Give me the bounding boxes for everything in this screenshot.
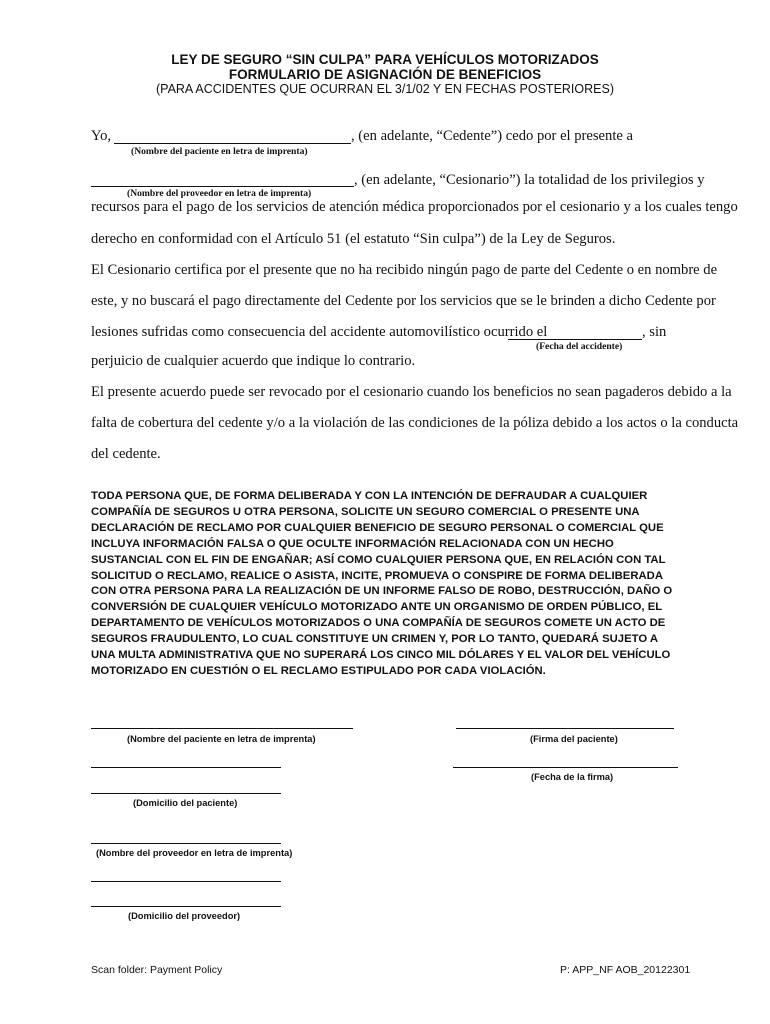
provider-name-caption: (Nombre del proveedor en letra de imprenta): [127, 188, 312, 199]
warning-line: MOTORIZADO EN CUESTIÓN O EL RECLAMO ESTIPULADO POR CADA VIOLACIÓN.: [91, 664, 546, 677]
warning-line: SOLICITUD O RECLAMO, REALICE O ASISTA, INCITE, PROMUEVA O CONSPIRE DE FORMA DELIBERADA: [91, 569, 663, 582]
signature-date-label: (Fecha de la firma): [531, 772, 614, 782]
paragraph-line: falta de cobertura del cedente y/o a la violación de las condiciones de la póliza debido a los actos o la conducta: [91, 415, 739, 431]
yo-prefix: Yo,: [91, 128, 112, 144]
patient-signature-label: (Firma del paciente): [530, 734, 618, 744]
warning-line: CON OTRA PERSONA PARA LA REALIZACIÓN DE UN INFORME FALSO DE ROBO, DESTRUCCIÓN, DAÑO O: [91, 585, 673, 598]
provider-address-line[interactable]: [91, 906, 281, 907]
signature-date-line[interactable]: [453, 767, 678, 768]
warning-line: DEPARTAMENTO DE VEHÍCULOS MOTORIZADOS O UNA COMPAÑÍA DE SEGUROS COMETE UN ACTO DE: [91, 617, 666, 630]
paragraph-line: perjuicio de cualquier acuerdo que indique lo contrario.: [91, 353, 416, 369]
warning-line: SUSTANCIAL CON EL FIN DE ENGAÑAR; ASÍ COMO CUALQUIER PERSONA QUE, EN RELACIÓN CON TAL: [91, 553, 666, 566]
footer-left: Scan folder: Payment Policy: [91, 964, 223, 976]
blank-line[interactable]: [91, 881, 281, 882]
warning-line: TODA PERSONA QUE, DE FORMA DELIBERADA Y CON LA INTENCIÓN DE DEFRAUDAR A CUALQUIER: [91, 490, 648, 502]
warning-line: CONVERSIÓN DE CUALQUIER VEHÍCULO MOTORIZADO ANTE UN ORGANISMO DE ORDEN PÚBLICO, EL: [91, 601, 663, 614]
paragraph-line: El Cesionario certifica por el presente que no ha recibido ningún pago de parte del Cedente o en nombre de: [91, 262, 718, 278]
accident-date-caption: (Fecha del accidente): [536, 341, 623, 352]
blank-line[interactable]: [91, 767, 281, 768]
provider-name-blank[interactable]: [91, 186, 354, 187]
patient-address-label: (Domicilio del paciente): [133, 798, 238, 808]
patient-name-label: (Nombre del paciente en letra de imprenta): [127, 734, 316, 744]
paragraph-line: recursos para el pago de los servicios de atención médica proporcionados por el cesionario y a los cuales tengo: [91, 199, 738, 215]
provider-address-label: (Domicilio del proveedor): [128, 911, 241, 921]
cedente-text: , (en adelante, “Cedente”) cedo por el presente a: [351, 128, 633, 144]
paragraph-line: derecho en conformidad con el Artículo 51 (el estatuto “Sin culpa”) de la Ley de Seguros.: [91, 231, 616, 247]
accident-date-blank[interactable]: [508, 339, 642, 340]
patient-signature-line[interactable]: [456, 728, 674, 729]
warning-line: UNA MULTA ADMINISTRATIVA QUE NO SUPERARÁ LOS CINCO MIL DÓLARES Y EL VALOR DEL VEHÍCULO: [91, 649, 671, 662]
patient-name-blank[interactable]: [114, 143, 351, 144]
warning-line: DECLARACIÓN DE RECLAMO POR CUALQUIER BENEFICIO DE SEGURO PERSONAL O COMERCIAL QUE: [91, 521, 664, 534]
form-subtitle: (PARA ACCIDENTES QUE OCURRAN EL 3/1/02 Y EN FECHAS POSTERIORES): [156, 82, 614, 96]
patient-address-line[interactable]: [91, 793, 281, 794]
form-title-line-2: FORMULARIO DE ASIGNACIÓN DE BENEFICIOS: [228, 67, 542, 82]
patient-name-caption: (Nombre del paciente en letra de imprenta): [131, 146, 308, 157]
paragraph-line: del cedente.: [91, 446, 161, 462]
form-title-line-1: LEY DE SEGURO “SIN CULPA” PARA VEHÍCULOS MOTORIZADOS: [171, 52, 599, 67]
patient-name-signature-line[interactable]: [91, 728, 353, 729]
paragraph-line: este, y no buscará el pago directamente del Cedente por los servicios que se le brinden a dicho Cedente por: [91, 293, 716, 309]
footer-right: P: APP_NF AOB_20122301: [560, 964, 691, 976]
paragraph-line: El presente acuerdo puede ser revocado por el cesionario cuando los beneficios no sean pagaderos debido a la: [91, 384, 732, 400]
paragraph-line: lesiones sufridas como consecuencia del accidente automovilístico ocurrido el: [91, 324, 548, 340]
warning-line: SEGUROS FRAUDULENTO, LO CUAL CONSTITUYE UN CRIMEN Y, POR LO TANTO, QUEDARÁ SUJETO A: [91, 633, 658, 646]
warning-line: INCLUYA INFORMACIÓN FALSA O QUE OCULTE INFORMACIÓN RELACIONADA CON UN HECHO: [91, 537, 614, 550]
warning-line: COMPAÑÍA DE SEGUROS U OTRA PERSONA, SOLICITE UN SEGURO COMERCIAL O PRESENTE UNA: [91, 505, 640, 518]
fraud-warning: [91, 489, 691, 680]
provider-name-label: (Nombre del proveedor en letra de imprenta): [96, 848, 293, 858]
provider-name-signature-line[interactable]: [91, 843, 281, 844]
lesiones-suffix: , sin: [642, 324, 667, 340]
cesionario-text: , (en adelante, “Cesionario”) la totalidad de los privilegios y: [354, 172, 705, 188]
